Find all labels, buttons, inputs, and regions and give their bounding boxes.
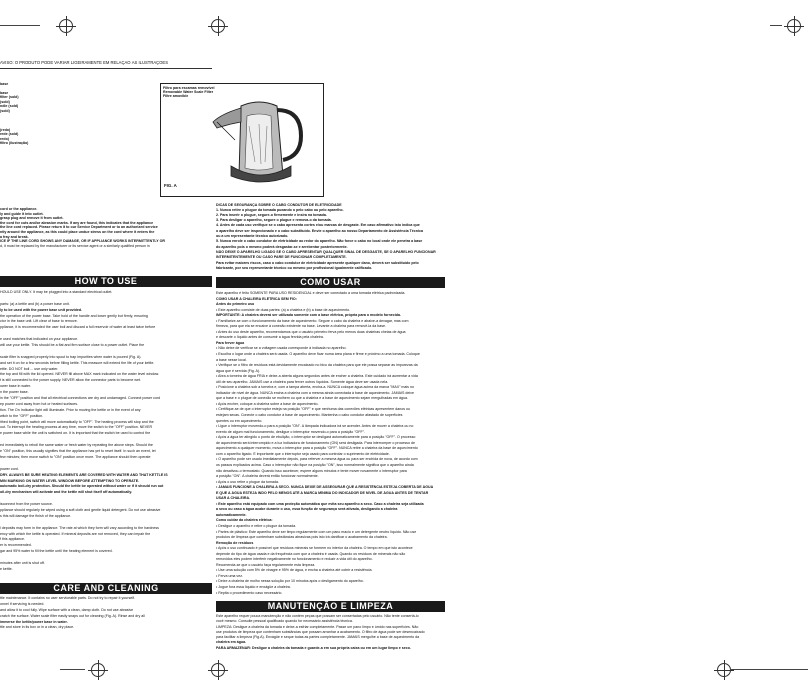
text-line: ICE IF THE LINE CORD SHOWS ANY DAMAGE, OR IF APPLIANCE WORKS INTERMITTENTLY OR [0, 239, 165, 244]
text-line: a base nesse local. [216, 357, 247, 362]
text-line: f this appliance. [0, 537, 25, 542]
text-line: chaleira em água. [216, 640, 247, 645]
text-line: onnel if servicing is needed. [0, 601, 45, 606]
text-line: INTERMITENTEMENTE OU CASO PARE DE FUNCIONAR COMPLETAMENTE. [216, 255, 347, 260]
part-label: (redo) [0, 127, 11, 132]
text-line: 5. Nunca enrole o cabo condutor de eletricidade ao redor do aparelho. Não force o cabo no local onde ele penetra a base [216, 239, 423, 244]
text-line: Este aparelho é feito SOMENTE PARA USO RESIDENCIAL e deve ser conectado a uma tomada elétrica padronizada. [216, 291, 406, 295]
text-line: in the "OFF" position and that all electrical connections are dry and undamaged. Connect power cord [0, 396, 161, 401]
text-line: • Após encher, coloque a chaleira sobre a base de aquecimento. [216, 401, 319, 406]
text-line: grasp plug and remove it from outlet. [0, 216, 64, 221]
text-line: er is recommended. [0, 543, 32, 548]
text-line: oil-dry mechanism will activate and the kettle will shut itself off automatically. [0, 490, 133, 495]
manutencao-body [216, 614, 445, 651]
text-line: ency with which the kettle is operated. If mineral deposits are not removed, they can impair the [0, 531, 151, 536]
text-line: ttle maintenance. It contains no user serviceable parts. Do not try to repair it yourself. [0, 596, 136, 600]
part-label: base [0, 90, 9, 95]
text-line: • Use uma solução com 5% de vinagre e 95% de água, e encha a chaleira até cobrir a resistência. [216, 568, 373, 573]
text-line: fabricante, por seu representante técnico ou mesmo por profissional igualmente calificado. [216, 265, 373, 270]
text-line: com o aparelho ligado. É importante que o interruptor seja usado para controlar o suprimento de eletricidade. [216, 451, 390, 456]
text-line: • Ferva uma vez. [216, 573, 244, 578]
registration-mark-bottom-right [717, 663, 731, 677]
text-line: Este aparelho requer pouca manutenção e não contém peças que possam ser consertadas pelo usuário. Não tente consertá-lo [216, 614, 419, 618]
text-line: • Escolha o lugar onde a chaleira será usada. O aparelho deve ficar numa área plana e firme e próximo a uma tomada. Coloque [216, 352, 420, 357]
text-line: • Posicione a chaleira sob a torneira e, com a tampa aberta, encha-a. NUNCA coloque água acima da marca "MAX" mais no [216, 385, 414, 390]
text-line: firmeza, para que ela se encaixe à conexão existente na base. Levante a chaleira para removê-la da base. [216, 324, 387, 329]
text-line: ou a um representante técnico autorizado. [216, 234, 289, 239]
text-line: Para evitar maiores riscos, caso o cabo condutor de eletricidade apresente qualquer dano, deverá ser substituído pelo [216, 260, 419, 265]
text-line: t is still connected to the power supply. NEVER allow the connector parts to become wet. [0, 378, 141, 383]
how-to-use-body [0, 290, 212, 573]
text-line: NÃO DEIXE O APARELHO LIGADO SE O CABO APRESENTAR QUALQUER SINAL DE DESGASTE, SE O APARELHO FUNCIONAR [216, 249, 436, 254]
text-line: E QUE A ÁGUA ESTEJA INDO PELO MENOS ATÉ A MARCA MÍNIMA DO INDICADOR DE NÍVEL DE ÁGUA ANTES DE TENTAR [216, 490, 429, 495]
registration-mark-top-right [787, 19, 801, 33]
text-line: depende do tipo de água usada e da frequência com que a chaleira é usada. Quando os resíduos de minerais não são [216, 551, 406, 556]
text-line: • Após o uso continuado é possível que resíduos minerais se formem no interior da chaleira. O tempo em que isto acontece [216, 546, 413, 551]
text-line: parts: (a) a kettle and (b) a power base unit. [0, 301, 70, 306]
figure-box [160, 83, 324, 197]
part-label: filter (sold) [0, 95, 19, 100]
cord-safety-en [0, 207, 212, 248]
text-line: ttle and store in its box or in a clean, dry place. [0, 625, 75, 630]
text-line: aquecimento a qualquer momento, mova o interruptor para a posição "OFF". NUNCA retire a chaleira da base de aquecimento [216, 446, 418, 451]
text-line: ettle. DO NOT boil ... use only water. [0, 366, 59, 371]
text-line: • Partes de plástico: Este aparelho deve ser limpo regularmente com um pano macio e um detergente neutro líquido. Não use [216, 529, 417, 534]
text-line: power cord. [0, 466, 19, 471]
figure-caption: FIG. A [164, 184, 177, 188]
text-line: evento de algum mal funcionamento, desligue o interruptor movendo-o para a posição "OFF". [216, 429, 365, 434]
text-line: minutes after unit is shut off. [0, 560, 45, 565]
text-line: água que é servida (Fig. A). [216, 368, 261, 373]
como-usar-body [216, 291, 445, 596]
header-note: AVISO: O PRODUTO PODE VARIAR LIGEIRAMENTE EM RELAÇÃO ÀS ILUSTRAÇÕES [0, 61, 169, 65]
text-line: ppliance should regularly be wiped using a soft cloth and gentle liquid detergent. Do not use abrasive [0, 507, 161, 512]
text-line: • Abra a torneira de água FRIA e deixe-a aberta alguns segundos antes de encher a chaleira. Este cuidado irá aumentar a vida [216, 374, 418, 379]
text-line: indicador de nível de água. NUNCA encha a chaleira com a mesma ainda conectada à base de aquecimento. JAMAIS deixe [216, 390, 414, 395]
text-line: n the power base. [0, 390, 29, 395]
text-line: de aquecimento será interrompido e a luz indicadora de funcionamento (ON) será desligada. Para interromper o processo de [216, 440, 415, 445]
text-line: ntly around the appliance, as this could place undue stress on the cord where it enters the [0, 229, 155, 234]
crop-line-bottom-right [730, 669, 808, 670]
figure-label-pt: Filtro para escamas removível [163, 86, 215, 90]
text-line: ly to be used with the power base unit provided. [0, 307, 83, 312]
text-line: • Antes do uso deste aparelho, recomendamos que o usuário primeiro ferva pelo menos duas chaleiras cheias de água [216, 329, 406, 334]
text-line: use produtos de limpeza que contenham substâncias que possam arranhar a acabamento. O filtro de água pode ser desencaixado [216, 629, 425, 634]
text-line: Como cuidar da chaleira elétrica: [216, 518, 273, 523]
part-label: (sold) [0, 99, 10, 104]
care-cleaning-body [0, 596, 212, 631]
crop-line-top-left [0, 25, 40, 26]
text-line: produtos de limpeza que contenham substâncias abrasivas pois isto irá danificar o acabamento da chaleira. [216, 535, 388, 540]
registration-mark-bottom-center [211, 663, 225, 677]
crop-line-top-right [770, 25, 782, 26]
text-line: você mesmo. Consulte pessoal qualificado quando for necessário assistência técnica. [216, 619, 353, 624]
figure-label-en: Removable Water Scale Filter [163, 90, 214, 94]
text-line: • Este aparelho está equipado com uma proteção automática que evita seu aparelho a seco. Caso a chaleira seja utilizada [216, 501, 424, 506]
text-line: • Repita o procedimento caso necessário. [216, 590, 283, 595]
text-line: • Após a água ter atingido o ponto de ebulição, o interruptor se desligará automaticamente para a posição "OFF". O processo [216, 435, 416, 440]
text-line: scale filter is snapped properly into spout to trap impurities when water is poured (Fig. A). [0, 354, 142, 359]
text-line: e kettle. [0, 566, 13, 571]
text-line: e "ON" position, this usually signifies that the appliance has yet to reset itself. In such an event, let [0, 449, 156, 454]
text-line: LIMPEZA: Desligue a chaleira da tomada e deixe-a esfriar completamente. Passe um pano limpo e úmido nas superfícies. Não [216, 624, 419, 629]
text-line: • Não deixe de verificar se a voltagem usada corresponde à indicada no aparelho. [216, 346, 347, 351]
text-line: 2. Para inserir o plugue, segure-o firmemente e insira na tomada. [216, 212, 327, 217]
text-line: and allow it to cool fully. Wipe surface with a clean, damp cloth. Do not use abrasive [0, 607, 134, 612]
text-line: quentes ou em aquecimento. [216, 418, 263, 423]
text-line: ctor in the base unit. Lift clear of base to remove. [0, 319, 78, 324]
text-line: a posição "ON". A chaleira deverá então funcionar normalmente. [216, 474, 319, 479]
part-label: filtro (ilustração) [0, 141, 29, 146]
como-usar-heading: COMO USAR [216, 277, 445, 288]
text-line: 3. Para desligar o aparelho, segure o plugue e remova-o da tomada. [216, 218, 332, 223]
text-line: ithed boiling point, switch will move automatically to "OFF". The heating process will stop and the [0, 419, 154, 424]
text-line: 1. Nunca retire o plugue da tomada puxando o pelo cabo ou pelo aparelho. [216, 207, 344, 212]
how-to-use-heading: HOW TO USE [0, 276, 212, 287]
text-line: immerse the kettle/power base in water. [0, 619, 68, 624]
text-line: isconnect from the power source. [0, 502, 53, 507]
text-line: 4. Antes de cada uso verifique se o cabo apresenta cortes e/ou marcas de desgaste. Em caso afirmativo isto indica que [216, 223, 420, 228]
text-line: tion. The On Indicator light will illuminate. Prior to moving the kettle or in the event of any [0, 407, 141, 412]
text-line: e descarte o líquido antes de consumir a água fervida pela chaleira. [216, 335, 324, 340]
registration-mark-top-center [211, 19, 225, 33]
text-line: Remoção de resíduos [216, 540, 254, 545]
care-cleaning-heading: CARE AND CLEANING [0, 583, 212, 594]
text-line: cord or the appliance. [0, 207, 38, 211]
text-line: automatic boil-dry protection. Should the kettle be operated without water or if it should run out [0, 484, 164, 489]
part-label: redo) [0, 136, 9, 141]
text-line: witch to the "OFF" position. [0, 413, 44, 418]
text-line: os passos explicados acima. Caso o interruptor não fique na posição "ON", isso normalmente significa que o aparelho ainda [216, 462, 414, 467]
text-line: • Ligue o interruptor movendo-o para a posição "ON". A lâmpada indicadora irá se acender. Antes de mover a chaleira ou no [216, 424, 414, 429]
text-line: the cord for cuts and/or abrasion marks. If any are found, this indicates that the appliance [0, 220, 154, 225]
text-line: e used matches that indicated on your appliance. [0, 337, 79, 342]
manutencao-heading: MANUTENÇÃO E LIMPEZA [216, 601, 445, 612]
text-line: • Certifique-se de que o interruptor esteja na posição "OFF" e que nenhuma das conexões elétricas apresentem danos ou [216, 407, 410, 412]
text-line: PARA ARMAZENAR: Desligue a chaleira da tomada e guarde-a em sua própria caixa ou em um lugar limpo e seco. [216, 645, 411, 650]
part-label: ndle (sold) [0, 104, 19, 109]
text-line: IMPORTANTE: A chaleira deverá ser utilizada somente com a base elétrica, própria para o modelo fornecida. [216, 313, 401, 318]
text-line: a fray and break. [0, 234, 29, 239]
text-line: que a base e o plugue de conexão se molhem ou que a chaleira e a base de aquecimento sejam mergulhadas em água. [216, 396, 408, 401]
figure-label-fr: Filtre amovible [163, 94, 189, 98]
text-line: MIN MARKING ON WATER LEVEL WINDOW BEFORE ATTEMPTING TO OPERATE. [0, 478, 140, 483]
text-line: cratch the surface. Water scale filter easily snaps out for cleaning (Fig. A). Rinse and dry all [0, 613, 145, 618]
dicas-title: DICAS DE SEGURANÇA SOBRE O CABO CONDUTOR DE ELETRICIDADE [216, 203, 342, 207]
text-line: ed immediately to reboil the same water or fresh water by repeating the above steps. Should the [0, 443, 153, 448]
text-line: a seco ou caso a água acabe durante o uso, essa função de segurança será ativada, desligando a chaleira [216, 507, 398, 512]
text-line: • Verifique se o filtro de resíduos está devidamente encaixado no bico da chaleira para que ele possa separar as impurezas da [216, 363, 418, 368]
text-line: • O aparelho pode ser usado imediatamente depois, para referver a mesma água ou para ser enchida de nova, de acordo com [216, 457, 418, 462]
dicas-section [216, 203, 446, 271]
text-line: d, it must be replaced by the manufacturer or its service agent or a similarly qualified person in [0, 243, 150, 248]
text-line: • Deixe a chaleira de molho nessa solução por 10 minutos após o desligamento do aparelho. [216, 579, 364, 584]
text-line: few minutes; then move switch to "ON" position once more. The appliance should then operate [0, 454, 151, 459]
text-line: não desativou-o termostato. Quando isso acontecer, espere alguns minutos e tente mover novamente o interruptor para [216, 468, 407, 473]
text-line: USAR A CHALEIRA. [216, 496, 251, 501]
text-line: Para ferver água [216, 340, 245, 345]
crop-line-bottom-left [60, 669, 85, 670]
text-line: the top and fill with the lid opened. NEVER fill above MAX mark indicated on the water level window. [0, 372, 160, 377]
text-line: • Este aparelho consiste de duas partes: (a) a chaleira e (b) a base de aquecimento. [216, 307, 351, 312]
text-line: para facilitar a limpeza (Fig.A). Enxágüe e seque todas as partes completamente. JAMAIS mergulhe a base de aquecimento da [216, 635, 420, 640]
text-line: gar and 95% water to fill the kettle until the heating element is covered. [0, 549, 113, 554]
text-line: Antes do primeiro uso [216, 302, 255, 307]
text-line: • Desligue o aparelho e retire o plugue da tomada. [216, 523, 297, 528]
text-line: ly and guide it into outlet. [0, 211, 44, 216]
text-line: automaticamente. [216, 512, 247, 517]
registration-mark-bottom-left [91, 663, 105, 677]
part-label: (sold) [0, 108, 10, 113]
text-line: • Após o uso retire o plugue da tomada. [216, 479, 279, 484]
text-line: Recomenda-se que o usuário faça regularmente esta limpeza. [216, 562, 316, 567]
text-line: the line cord replaced. Please return it to our Service Department or to an authorized service [0, 225, 158, 230]
text-line: the operation of the power base. Take hold of the handle and lower gently but firmly, ensuring [0, 313, 148, 318]
text-line: COMO USAR A CHALEIRA ELÉTRICA SEM FIO: [216, 296, 297, 301]
text-line: removidos eles podem interferir negativamente no funcionamento e reduzir a vida útil do aparelho. [216, 557, 373, 562]
text-line: o aparelho deve ser inspecionado e o cabo substituído. Envie o aparelho ao nosso Departamento de Assistência Técnica [216, 228, 423, 233]
text-line: s this will damage the finish of the appliance. [0, 513, 72, 518]
part-label: rede (sold) [0, 132, 19, 137]
text-line: estejam secas. Conecte o cabo condutor à base de aquecimento. Mantenha o cabo condutor afastado de superfícies [216, 413, 403, 418]
text-line: • JAMAIS FUNCIONE A CHALEIRA A SECO. NUNCA DEIXE DE ASSEGURAR QUE A RESISTÊNCIA ESTEJA COBERTA DE ÁGUA [216, 485, 434, 490]
text-line: ower base in water. [0, 384, 31, 389]
parts-list [0, 82, 60, 146]
kettle-illustration [211, 96, 311, 184]
text-line: útil de seu aparelho. JAMAIS use a chaleira para ferver outros líquidos. Somente água deve ser usada nela. [216, 379, 389, 384]
part-label: base [0, 82, 9, 86]
text-line: out. To interrupt the heating process at any time, move the switch to the "OFF" position. NEVER [0, 425, 153, 430]
text-line: HOULD USE ONLY. It may be plugged into a standard electrical outlet. [0, 290, 113, 294]
text-line: • Familiarize-se com o funcionamento da base de aquecimento. Segure o cabo da chaleira e abaixe-a devagar, mas com [216, 318, 409, 323]
header-rule [0, 68, 212, 69]
text-line: DRY. ALWAYS BE SURE HEATING ELEMENTS ARE COVERED WITH WATER AND THAT KETTLE IS [0, 472, 168, 477]
text-line: ep power cord away from hot or heated surfaces. [0, 401, 79, 406]
text-line: and set it on for a few seconds before filling kettle. This measure will extend the life of your kettle. [0, 360, 155, 365]
text-line: • Jogue fora essa líquido e enxágüe a chaleira. [216, 584, 291, 589]
text-line: e power base while the unit is switched on. It is important that the switch be used to control the [0, 431, 151, 436]
text-line: will use your kettle. This should be a flat and firm surface close to a power outlet. Place the [0, 343, 145, 348]
registration-mark-top-left [59, 19, 73, 33]
text-line: do aparelho pois o mesmo poderá desgastar-se e arrebentar posteriormente. [216, 244, 348, 249]
text-line: l deposits may form in the appliance. The rate at which they form will vary according to the hardness [0, 525, 159, 530]
text-line: ppliance, it is recommended the user boil and discard a full reservoir of water at least twice before [0, 325, 156, 330]
